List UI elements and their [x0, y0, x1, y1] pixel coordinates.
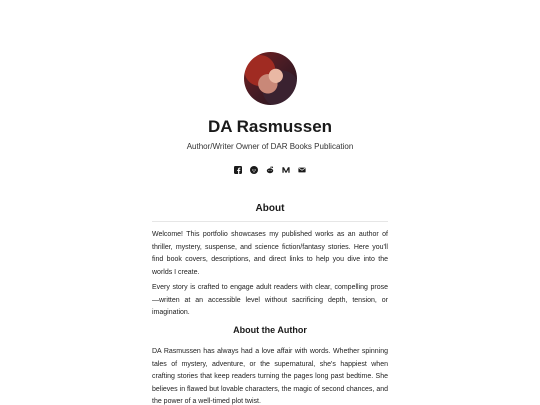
section-divider	[152, 221, 388, 222]
author-tagline: Author/Writer Owner of DAR Books Publication	[186, 142, 354, 151]
author-name: DA Rasmussen	[207, 117, 333, 136]
github-icon[interactable]	[250, 166, 258, 174]
about-paragraph-style: Every story is crafted to engage adult readers with clear, compelling prose—written at an accessible level without sacrificing depth, tension, or imagination.	[152, 284, 388, 316]
avatar	[244, 52, 297, 105]
about-paragraph-intro: Welcome! This portfolio showcases my published works as an author of thriller, mystery, suspense, and science fiction/fantasy stories. Here you'll find book covers, descriptions, and direct links to help you dive into the worlds I create.	[152, 231, 388, 276]
about-author-paragraph: DA Rasmussen has always had a love affair with words. Whether spinning tales of mystery, adventure, or the supernatural, she's happiest when crafting stories that keep readers turning the pages long past bedtime. She believes in flawed but lovable characters, the magic of second chances, and the power of a well-timed plot twist.	[152, 348, 388, 405]
reddit-icon[interactable]	[266, 166, 274, 174]
about-heading: About	[255, 203, 285, 214]
social-links	[0, 166, 540, 174]
email-icon[interactable]	[298, 166, 306, 174]
medium-icon[interactable]	[282, 166, 290, 174]
about-author-heading: About the Author	[233, 325, 307, 335]
facebook-icon[interactable]	[234, 166, 242, 174]
